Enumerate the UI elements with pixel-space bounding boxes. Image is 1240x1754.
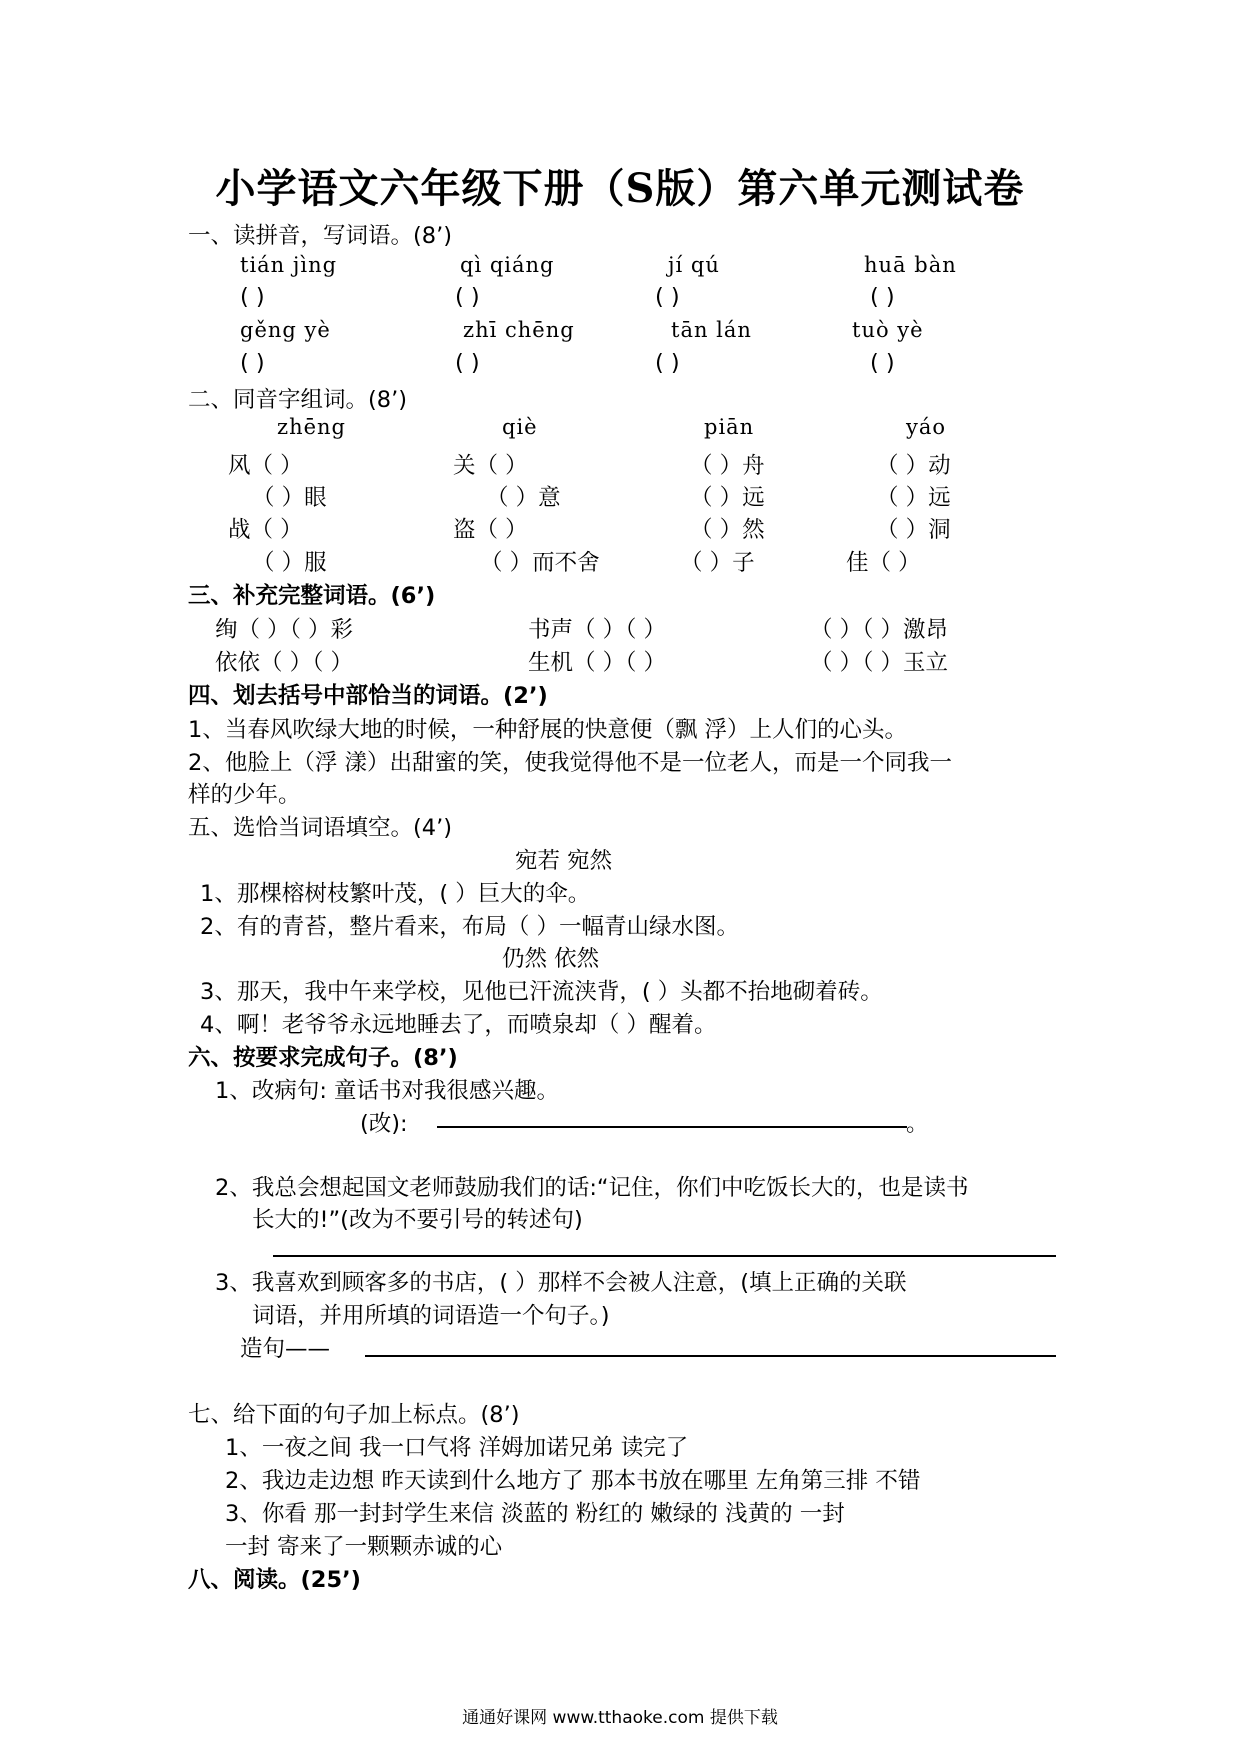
question-text: 一封 寄来了一颗颗赤诚的心 [225,1534,503,1560]
question-text: 词语，并用所填的词语造一个句子。) [252,1303,610,1329]
word-item: （ ）动 [876,453,951,479]
pinyin: tián jìng [240,253,338,277]
word-item: 生机（ ）（ ） [528,650,667,676]
word-choices: 仍然 依然 [502,946,600,972]
answer-blank[interactable]: ( ) [240,284,265,310]
word-item: （ ）子 [680,550,755,576]
section-5-heading: 五、选恰当词语填空。(4’) [188,815,453,841]
answer-label: (改): [360,1111,408,1137]
section-4-heading: 四、划去括号中部恰当的词语。(2’) [188,683,548,709]
question-text: 3、那天，我中午来学校，见他已汗流浃背，( ）头都不抬地砌着砖。 [200,979,883,1005]
answer-line[interactable] [437,1126,907,1128]
question-text: 长大的!”(改为不要引号的转述句) [252,1207,583,1233]
answer-blank[interactable]: ( ) [655,350,680,376]
section-1-heading: 一、读拼音，写词语。(8’) [188,223,453,249]
answer-blank[interactable]: ( ) [655,284,680,310]
answer-line[interactable] [365,1355,1056,1357]
section-7-heading: 七、给下面的句子加上标点。(8’) [188,1402,520,1428]
word-item: 绚（ ）（ ）彩 [215,617,354,643]
question-text: 2、我边走边想 昨天读到什么地方了 那本书放在哪里 左角第三排 不错 [225,1468,921,1494]
word-item: （ ）洞 [876,517,951,543]
question-text: 4、啊！老爷爷永远地睡去了，而喷泉却（ ）醒着。 [200,1012,717,1038]
word-item: 关（ ） [453,453,528,479]
answer-blank[interactable]: ( ) [870,350,895,376]
question-text: 样的少年。 [188,782,301,808]
page-title: 小学语文六年级下册（S版）第六单元测试卷 [215,165,1025,212]
answer-line[interactable] [273,1255,1056,1257]
word-item: 佳（ ） [846,550,921,576]
word-item: 盗（ ） [453,517,528,543]
word-item: （ ）而不舍 [480,550,600,576]
pinyin: huā bàn [864,253,957,277]
word-item: （ ）意 [486,485,561,511]
pinyin: tuò yè [852,318,924,342]
answer-blank[interactable]: ( ) [455,350,480,376]
word-item: （ ）服 [252,550,327,576]
word-item: （ ）然 [690,517,765,543]
pinyin: qì qiáng [460,253,555,277]
word-item: （ ）（ ）玉立 [810,650,949,676]
word-item: （ ）（ ）激昂 [810,617,949,643]
pinyin: yáo [906,415,947,439]
pinyin: jí qú [668,253,720,277]
answer-blank[interactable]: ( ) [240,350,265,376]
question-text: 3、我喜欢到顾客多的书店，( ）那样不会被人注意，(填上正确的关联 [215,1270,907,1296]
word-item: 书声（ ）（ ） [528,617,667,643]
word-item: 战（ ） [228,517,303,543]
answer-blank[interactable]: ( ) [455,284,480,310]
question-text: 1、一夜之间 我一口气将 洋姆加诺兄弟 读完了 [225,1435,689,1461]
answer-label: 造句—— [240,1336,331,1362]
word-item: （ ）眼 [252,485,327,511]
question-text: 2、他脸上（浮 漾）出甜蜜的笑，使我觉得他不是一位老人，而是一个同我一 [188,750,952,776]
question-text: 2、我总会想起国文老师鼓励我们的话:“记住，你们中吃饭长大的，也是读书 [215,1175,969,1201]
pinyin: zhī chēng [463,318,575,342]
question-text: 1、当春风吹绿大地的时候，一种舒展的快意便（飘 浮）上人们的心头。 [188,717,907,743]
section-2-heading: 二、同音字组词。(8’) [188,387,408,413]
question-text: 1、那棵榕树枝繁叶茂，( ）巨大的伞。 [200,881,591,907]
word-item: （ ）舟 [690,453,765,479]
section-6-heading: 六、按要求完成句子。(8’) [188,1045,458,1071]
answer-blank[interactable]: ( ) [870,284,895,310]
section-3-heading: 三、补充完整词语。(6’) [188,583,436,609]
pinyin: tān lán [671,318,752,342]
pinyin: gěng yè [240,318,331,342]
section-8-heading: 八、阅读。(25’) [188,1567,361,1593]
word-choices: 宛若 宛然 [515,848,613,874]
pinyin: qiè [502,415,538,439]
question-text: 3、你看 那一封封学生来信 淡蓝的 粉红的 嫩绿的 浅黄的 一封 [225,1501,845,1527]
footer-credit: 通通好课网 www.tthaoke.com 提供下载 [462,1708,778,1728]
question-text: 2、有的青苔，整片看来，布局（ ）一幅青山绿水图。 [200,914,739,940]
word-item: 风（ ） [228,453,303,479]
period: 。 [906,1111,929,1137]
pinyin: piān [704,415,755,439]
word-item: （ ）远 [690,485,765,511]
word-item: （ ）远 [876,485,951,511]
word-item: 依依（ ）（ ） [215,650,354,676]
question-text: 1、改病句: 童话书对我很感兴趣。 [215,1078,560,1104]
pinyin: zhēng [277,415,346,439]
